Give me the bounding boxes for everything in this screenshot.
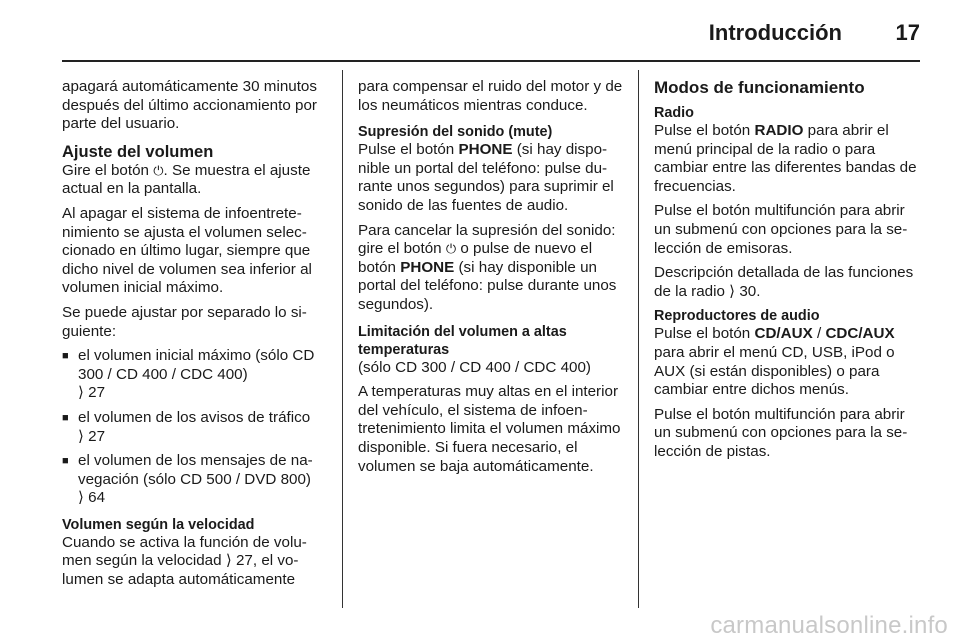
text: Pulse el botón (358, 141, 455, 159)
text: (si hay disponible un portal del teléfono: pulse durante unos segundos). (358, 258, 617, 313)
subsection-heading: Limitación del volumen a altas temperaturas (358, 323, 567, 358)
bullet-list (62, 347, 330, 508)
page-reference[interactable]: 27 (88, 384, 106, 402)
paragraph: Se puede ajustar por separado lo siguiente: (62, 303, 307, 340)
page-reference-icon: ⟩ (729, 282, 736, 300)
text: Para cancelar la supresión del sonido: gire el botón (358, 221, 616, 258)
radio-button-label: RADIO (754, 122, 804, 139)
subsection-heading: Volumen según la velocidad (62, 516, 255, 533)
paragraph (654, 264, 920, 301)
text: para abrir el menú CD, USB, iPod o AUX (si están disponibles) o para cambiar entre dichos menús. (654, 343, 895, 399)
paragraph (654, 325, 920, 399)
power-knob-icon: ⏻ (153, 162, 164, 178)
page-title: Introducción (708, 20, 842, 45)
column-2 (358, 78, 626, 482)
page-reference[interactable]: 27 (88, 427, 106, 445)
cdc-aux-button-label: CDC/AUX (825, 325, 895, 343)
page-reference-icon: ⟩ (78, 489, 84, 507)
page-reference-icon: ⟩ (78, 427, 84, 445)
paragraph: Al apagar el sistema de infoentretenimiento se ajusta el volumen seleccionado en último lugar, siempre que dicho nivel de volumen sea inferior al volumen inicial máximo. (62, 204, 312, 297)
page-reference[interactable]: 27 (235, 552, 253, 570)
list-item (62, 347, 330, 403)
cd-aux-button-label: CD/AUX (754, 325, 813, 343)
watermark: carmanualsonline.info (710, 612, 948, 639)
paragraph (62, 162, 330, 199)
text: para abrir el menú principal de la radio o para cambiar entre las diferentes bandas de frecuencias. (654, 122, 917, 195)
text: el volumen inicial máximo (sólo CD 300 / CD 400 / CDC 400) (78, 347, 315, 383)
text: Cuando se activa la función de volumen según la velocidad (62, 533, 307, 570)
column-1 (62, 78, 330, 596)
page-reference[interactable]: 30. (739, 282, 761, 300)
page-header (62, 14, 920, 58)
paragraph (654, 122, 920, 196)
text: o pulse de nuevo el botón (358, 240, 593, 276)
paragraph: A temperaturas muy altas en el interior del vehículo, el sistema de infoentretenimiento limita el volumen máximo disponible. Si fuera necesario, el volumen se baja automáticamente. (358, 383, 621, 475)
phone-button-label: PHONE (400, 258, 455, 276)
text: . Se muestra el ajuste actual en la pantalla. (62, 161, 311, 198)
page-reference[interactable]: 64 (88, 489, 106, 507)
column-divider (638, 70, 639, 608)
header-rule (62, 60, 920, 62)
page-reference-icon: ⟩ (225, 552, 232, 570)
subsection-heading: Supresión del sonido (mute) (358, 124, 553, 141)
power-knob-icon: ⏻ (445, 241, 457, 257)
square-bullet-icon: ■ (62, 455, 69, 468)
list-item (62, 452, 330, 508)
page-number: 17 (895, 20, 920, 45)
subsection-heading: Radio (654, 105, 694, 121)
paragraph: para compensar el ruido del motor y de los neumáticos mientras conduce. (358, 78, 623, 114)
paragraph (358, 141, 626, 215)
square-bullet-icon: ■ (62, 350, 69, 363)
list-item (62, 409, 330, 446)
paragraph: (sólo CD 300 / CD 400 / CDC 400) (358, 358, 591, 376)
text: / (816, 325, 822, 343)
subsection-heading: Reproductores de audio (654, 308, 820, 325)
square-bullet-icon: ■ (62, 411, 69, 424)
paragraph: Pulse el botón multifunción para abrir un submenú con opciones para la selección de pistas. (654, 405, 908, 460)
column-3 (654, 78, 920, 468)
paragraph: Pulse el botón multifunción para abrir un submenú con opciones para la selección de emisoras. (654, 202, 908, 257)
text: el volumen de los avisos de tráfico (78, 408, 311, 426)
text: Gire el botón (62, 161, 149, 179)
column-divider (342, 70, 343, 608)
text: Descripción detallada de las funciones de la radio (654, 264, 914, 300)
text: , el volumen se adapta automáticamente (62, 552, 299, 589)
paragraph: apagará automáticamente 30 minutos después del último accionamiento por parte del usuario. (62, 78, 317, 133)
text: Pulse el botón (654, 325, 751, 343)
text: (si hay disponible un portal del teléfono: pulse durante unos segundos) para suprimir el sonido de las fuentes de audio. (358, 141, 614, 214)
text: el volumen de los mensajes de navegación (sólo CD 500 / DVD 800) (78, 452, 313, 488)
paragraph (358, 222, 626, 315)
section-heading: Modos de funcionamiento (654, 78, 865, 97)
phone-button-label: PHONE (458, 141, 513, 159)
text: Pulse el botón (654, 122, 751, 139)
section-heading: Ajuste del volumen (62, 142, 214, 161)
page-reference-icon: ⟩ (78, 384, 84, 402)
paragraph (62, 534, 330, 590)
